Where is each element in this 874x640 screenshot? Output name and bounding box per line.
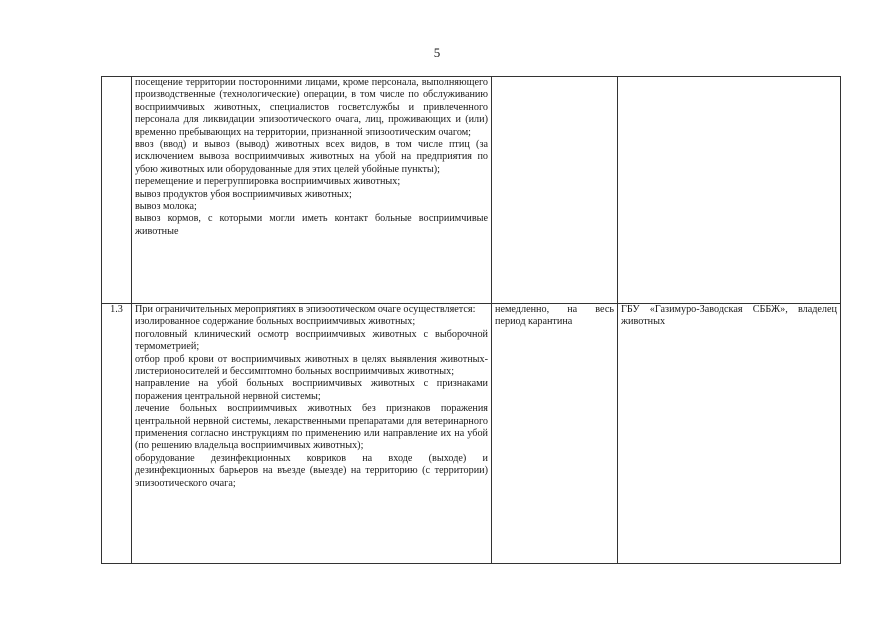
responsible-text: ГБУ «Газимуро-Заводская СББЖ», владелец животных (621, 304, 837, 328)
measure-item: вывоз молока; (135, 201, 197, 213)
page-number: 5 (433, 45, 441, 60)
measures-cell (132, 77, 492, 304)
deadline-text: немедленно, на весь период карантина (495, 304, 614, 328)
deadline-cell (492, 304, 618, 564)
measures-cell (132, 304, 492, 564)
deadline-cell (492, 77, 618, 304)
measure-item: направление на убой больных восприимчивых животных с признаками поражения центральной нервной системы; (135, 378, 488, 402)
row-number (102, 77, 132, 304)
measure-item: посещение территории посторонними лицами, кроме персонала, выполняющего производственные (технологические) операции, в том числе по обслуживанию восприимчивых животных, специалистов госветслужбы и привлеченного персонала для ликвидации эпизоотического очага, лиц, проживающих и (или) временно пребывающих на территории, признанной эпизоотическим очагом; (135, 77, 488, 138)
measure-item: изолированное содержание больных восприимчивых животных; (135, 316, 416, 328)
responsible-cell (618, 304, 841, 564)
measure-item: вывоз кормов, с которыми могли иметь контакт больные восприимчивые животные (135, 213, 488, 237)
measures-table (101, 76, 841, 564)
measure-item: оборудование дезинфекционных ковриков на входе (выходе) и дезинфекционных барьеров на въезде (выезде) на территорию (с территории) эпизоотического очага; (135, 452, 488, 489)
responsible-cell (618, 77, 841, 304)
measure-item: перемещение и перегруппировка восприимчивых животных; (135, 176, 401, 188)
table-row (102, 304, 841, 564)
measure-item: вывоз продуктов убоя восприимчивых животных; (135, 188, 352, 200)
measure-item: При ограничительных мероприятиях в эпизоотическом очаге осуществляется: (135, 304, 476, 315)
measure-item: отбор проб крови от восприимчивых животных в целях выявления животных-листерионосителей и бессимптомно больных восприимчивых животных; (135, 353, 488, 378)
measure-item: лечение больных восприимчивых животных без признаков поражения центральной нервной системы, лекарственными препаратами для ветеринарного применения согласно инструкциям по применению или направление их на убой (по решению владельца восприимчивых животных); (135, 403, 488, 452)
measure-item: ввоз (ввод) и вывоз (вывод) животных всех видов, в том числе птиц (за исключением вывоза восприимчивых животных на убой на предприятия по убою животных или оборудованные для этих целей убойные пункты); (135, 139, 488, 175)
measure-item: поголовный клинический осмотр восприимчивых животных с выборочной термометрией; (135, 328, 488, 353)
row-number: 1.3 (102, 304, 132, 564)
table-row (102, 77, 841, 304)
